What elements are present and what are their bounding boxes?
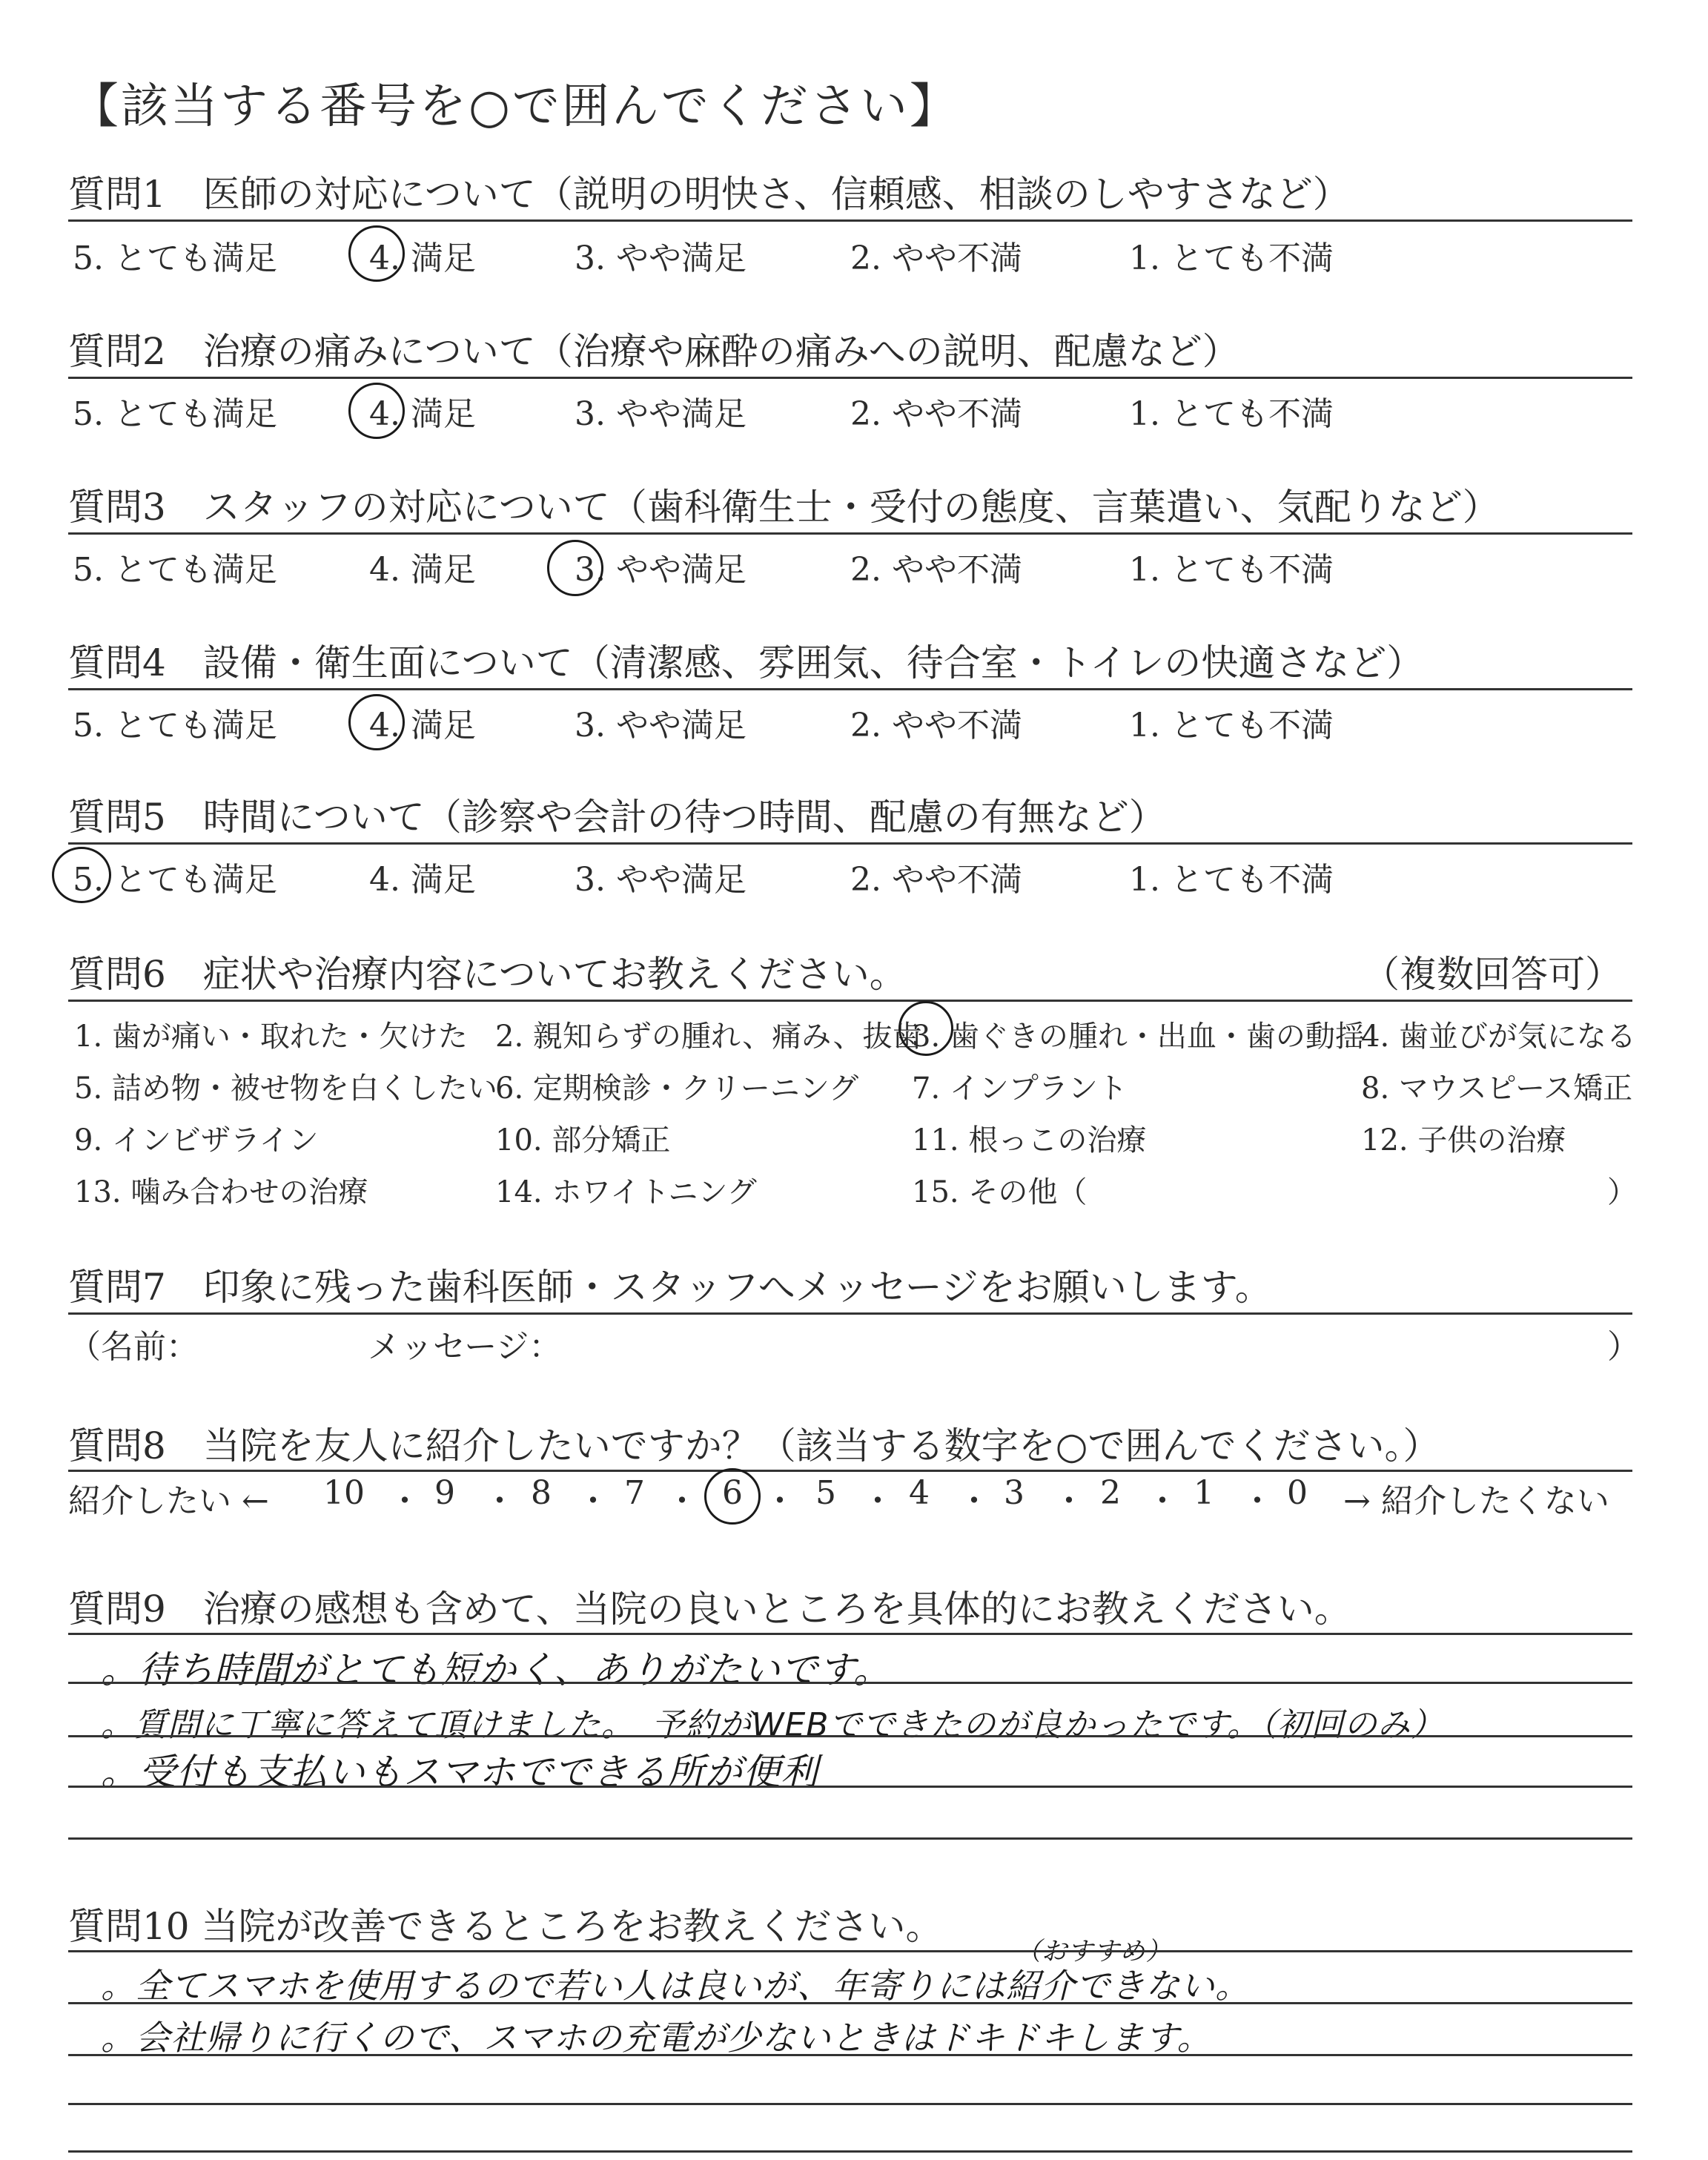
divider [68, 532, 1632, 535]
q5-option-5[interactable]: 5. とても満足 [73, 861, 277, 899]
scale-dot: ・ [861, 1482, 894, 1520]
question-7: 質問7 印象に残った歯科医師・スタッフへメッセージをお願いします。 [68, 1266, 1272, 1309]
q6-item-12[interactable]: 12. 子供の治療 [1361, 1123, 1566, 1157]
q6-item-6[interactable]: 6. 定期検診・クリーニング [495, 1071, 859, 1106]
q10-answer-2: 。会社帰りに行くので、スマホの充電が少ないときはドキドキします。 [101, 2018, 1212, 2058]
name-label: （名前： [68, 1328, 199, 1366]
question-10: 質問10 当院が改善できるところをお教えください。 [68, 1905, 943, 1948]
answer-circle [898, 1001, 953, 1056]
q6-item-9[interactable]: 9. インビザライン [74, 1123, 319, 1157]
q6-item-13[interactable]: 13. 噛み合わせの治療 [74, 1175, 368, 1209]
q3-option-5[interactable]: 5. とても満足 [73, 551, 277, 589]
q9-answer-3: 。受付も支払いもスマホでできる所が便利 [101, 1751, 818, 1794]
answer-line [68, 2054, 1632, 2056]
q4-option-4[interactable]: 4. 満足 [369, 707, 476, 744]
q6-item-2[interactable]: 2. 親知らずの腫れ、痛み、抜歯 [495, 1020, 922, 1054]
divider [68, 1633, 1632, 1635]
answer-line [68, 1786, 1632, 1788]
q4-option-3[interactable]: 3. やや満足 [575, 707, 747, 744]
question-1: 質問1 医師の対応について（説明の明快さ、信頼感、相談のしやすさなど） [68, 173, 1350, 216]
q3-option-1[interactable]: 1. とても不満 [1129, 551, 1334, 589]
question-5: 質問5 時間について（診察や会計の待つ時間、配慮の有無など） [68, 796, 1166, 839]
q6-item-15[interactable]: 15. その他（ [912, 1175, 1088, 1209]
scale-dot: ・ [483, 1482, 516, 1520]
recommend-left-label: 紹介したい ← [68, 1482, 269, 1520]
q10-answer-1: 。全てスマホを使用するので若い人は良いが、年寄りには紹介できない。 [101, 1966, 1251, 2006]
answer-line [68, 2150, 1632, 2153]
q2-option-1[interactable]: 1. とても不満 [1129, 395, 1334, 433]
divider [68, 842, 1632, 845]
other-close-paren: ） [1607, 1175, 1637, 1209]
q2-option-3[interactable]: 3. やや満足 [575, 395, 747, 433]
q6-item-8[interactable]: 8. マウスピース矯正 [1361, 1071, 1633, 1106]
q1-option-3[interactable]: 3. やや満足 [575, 240, 747, 277]
q10-annotation: （おすすめ） [1016, 1937, 1172, 1966]
answer-circle [348, 694, 405, 750]
scale-dot: ・ [577, 1482, 609, 1520]
answer-circle [52, 847, 111, 903]
answer-line [68, 2103, 1632, 2105]
answer-circle [348, 383, 405, 439]
q6-item-14[interactable]: 14. ホワイトニング [495, 1175, 757, 1209]
divider [68, 1000, 1632, 1002]
answer-circle [704, 1468, 761, 1525]
q1-option-5[interactable]: 5. とても満足 [73, 240, 277, 277]
scale-0[interactable]: 0 [1287, 1474, 1308, 1512]
divider [68, 1312, 1632, 1315]
question-2: 質問2 治療の痛みについて（治療や麻酔の痛みへの説明、配慮など） [68, 330, 1239, 373]
scale-4[interactable]: 4 [909, 1474, 930, 1512]
answer-line [68, 1837, 1632, 1840]
q5-option-4[interactable]: 4. 満足 [369, 861, 476, 899]
q3-option-3[interactable]: 3. やや満足 [575, 551, 747, 589]
message-label: メッセージ： [368, 1328, 562, 1366]
q5-option-2[interactable]: 2. やや不満 [850, 861, 1022, 899]
answer-circle [348, 225, 405, 282]
divider [68, 377, 1632, 379]
scale-dot: ・ [764, 1482, 796, 1520]
scale-3[interactable]: 3 [1004, 1474, 1025, 1512]
answer-circle [547, 540, 603, 596]
scale-dot: ・ [1241, 1482, 1274, 1520]
scale-8[interactable]: 8 [531, 1474, 552, 1512]
message-close-paren: ） [1607, 1328, 1640, 1366]
divider [68, 688, 1632, 690]
q2-option-2[interactable]: 2. やや不満 [850, 395, 1022, 433]
q4-option-2[interactable]: 2. やや不満 [850, 707, 1022, 744]
q6-item-3[interactable]: 3. 歯ぐきの腫れ・出血・歯の動揺 [912, 1020, 1365, 1054]
q5-option-1[interactable]: 1. とても不満 [1129, 861, 1334, 899]
question-9: 質問9 治療の感想も含めて、当院の良いところを具体的にお教えください。 [68, 1588, 1351, 1631]
q4-option-5[interactable]: 5. とても満足 [73, 707, 277, 744]
question-6: 質問6 症状や治療内容についてお教えください。 [68, 953, 907, 996]
answer-line [68, 2002, 1632, 2004]
q6-item-1[interactable]: 1. 歯が痛い・取れた・欠けた [74, 1020, 468, 1054]
q3-option-2[interactable]: 2. やや不満 [850, 551, 1022, 589]
scale-dot: ・ [1053, 1482, 1085, 1520]
q1-option-4[interactable]: 4. 満足 [369, 240, 476, 277]
answer-line [68, 1735, 1632, 1737]
question-3: 質問3 スタッフの対応について（歯科衛生士・受付の態度、言葉遣い、気配りなど） [68, 486, 1500, 529]
divider [68, 219, 1632, 222]
q2-option-5[interactable]: 5. とても満足 [73, 395, 277, 433]
q9-answer-1: 。待ち時間がとても短かく、ありがたいです。 [101, 1648, 891, 1691]
scale-2[interactable]: 2 [1100, 1474, 1121, 1512]
q2-option-4[interactable]: 4. 満足 [369, 395, 476, 433]
q6-item-7[interactable]: 7. インプラント [912, 1071, 1128, 1106]
divider [68, 1950, 1632, 1952]
scale-7[interactable]: 7 [624, 1474, 645, 1512]
scale-10[interactable]: 10 [323, 1474, 365, 1512]
scale-dot: ・ [958, 1482, 990, 1520]
recommend-right-label: → 紹介したくない [1343, 1482, 1609, 1520]
page-title: 【該当する番号を○で囲んでください】 [71, 79, 959, 134]
scale-dot: ・ [388, 1482, 421, 1520]
divider [68, 1470, 1632, 1472]
q6-item-4[interactable]: 4. 歯並びが気になる [1361, 1020, 1636, 1054]
question-4: 質問4 設備・衛生面について（清潔感、雰囲気、待合室・トイレの快適さなど） [68, 641, 1424, 684]
q6-item-10[interactable]: 10. 部分矯正 [495, 1123, 671, 1157]
q5-option-3[interactable]: 3. やや満足 [575, 861, 747, 899]
multiple-answers-note: （複数回答可） [1363, 953, 1622, 996]
scale-dot: ・ [666, 1482, 698, 1520]
q9-answer-2: 。質問に丁寧に答えて頂けました。 予約がWEBでできたのが良かったです。（初回のみ） [101, 1706, 1444, 1744]
scale-1[interactable]: 1 [1194, 1474, 1214, 1512]
scale-6[interactable]: 6 [722, 1474, 743, 1512]
answer-line [68, 1682, 1632, 1684]
q6-item-11[interactable]: 11. 根っこの治療 [912, 1123, 1147, 1157]
q6-item-5[interactable]: 5. 詰め物・被せ物を白くしたい [74, 1071, 497, 1106]
scale-5[interactable]: 5 [815, 1474, 836, 1512]
q1-option-2[interactable]: 2. やや不満 [850, 240, 1022, 277]
scale-9[interactable]: 9 [434, 1474, 455, 1512]
question-8: 質問8 当院を友人に紹介したいですか？（該当する数字を○で囲んでください。） [68, 1424, 1440, 1467]
q1-option-1[interactable]: 1. とても不満 [1129, 240, 1334, 277]
q4-option-1[interactable]: 1. とても不満 [1129, 707, 1334, 744]
scale-dot: ・ [1146, 1482, 1179, 1520]
q3-option-4[interactable]: 4. 満足 [369, 551, 476, 589]
